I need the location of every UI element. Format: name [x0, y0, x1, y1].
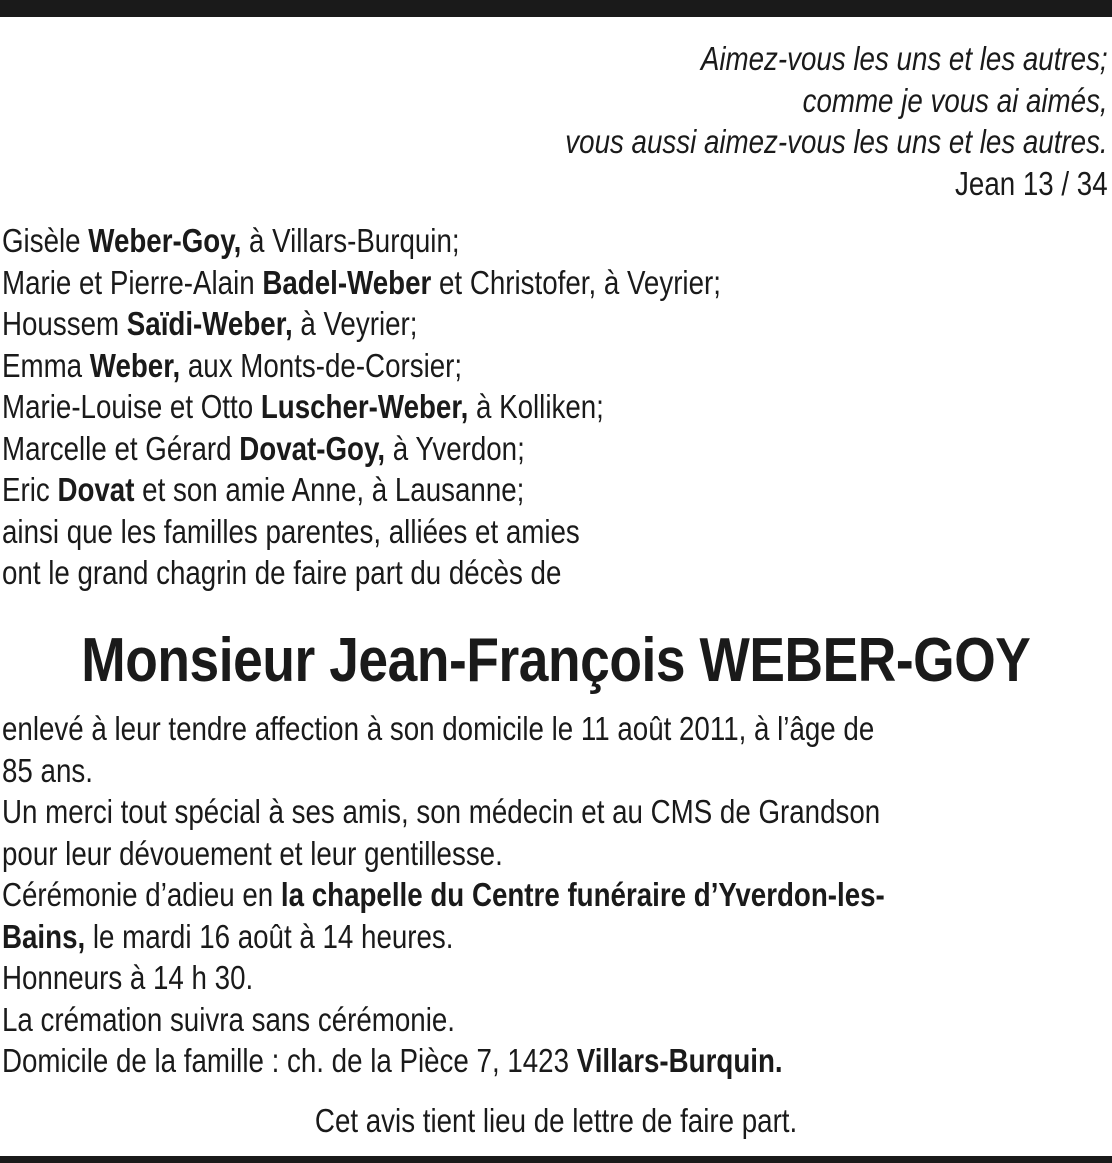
family-name: Luscher-Weber,	[260, 388, 469, 425]
family-line: Eric Dovat et son amie Anne, à Lausanne;	[2, 471, 525, 508]
ceremony-location: la chapelle du Centre funéraire d’Yverdon-les-	[280, 876, 885, 913]
quote-reference: Jean 13 / 34	[955, 164, 1108, 202]
domicile-town: Villars-Burquin.	[576, 1042, 783, 1079]
family-name: Weber-Goy,	[88, 222, 242, 259]
domicile-line: Domicile de la famille : ch. de la Pièce 7, 1423 Villars-Burquin.	[2, 1042, 783, 1079]
body-line: pour leur dévouement et leur gentillesse.	[2, 834, 503, 872]
announcement-line: ainsi que les familles parentes, alliées et amies	[2, 512, 580, 550]
family-line: Houssem Saïdi-Weber, à Veyrier;	[2, 305, 418, 342]
quote-line: comme je vous ai aimés,	[802, 81, 1108, 119]
ceremony-location: Bains,	[2, 917, 86, 955]
family-name: Dovat	[57, 471, 135, 508]
family-name: Saïdi-Weber,	[126, 305, 293, 342]
ceremony-line: Cérémonie d’adieu en la chapelle du Centre funéraire d’Yverdon-les-	[2, 876, 885, 913]
family-line: Emma Weber, aux Monts-de-Corsier;	[2, 346, 463, 384]
cremation-line: La crémation suivra sans cérémonie.	[2, 1000, 455, 1038]
family-line: Marie et Pierre-Alain Badel-Weber et Christofer, à Veyrier;	[2, 263, 721, 301]
bottom-rule	[0, 1156, 1112, 1163]
ceremony-line: Bains, le mardi 16 août à 14 heures.	[2, 917, 454, 955]
quote-line: Aimez-vous les uns et les autres;	[701, 40, 1108, 77]
quote-line: vous aussi aimez-vous les uns et les autres.	[565, 123, 1108, 160]
family-name: Badel-Weber	[262, 263, 432, 301]
family-name: Weber,	[89, 346, 181, 384]
notice-body	[2, 708, 1053, 1082]
family-line: Marie-Louise et Otto Luscher-Weber, à Kolliken;	[2, 388, 604, 425]
honors-line: Honneurs à 14 h 30.	[2, 959, 254, 996]
family-list	[2, 220, 858, 594]
body-line: Un merci tout spécial à ses amis, son médecin et au CMS de Grandson	[2, 793, 881, 830]
family-line: Gisèle Weber-Goy, à Villars-Burquin;	[2, 222, 460, 259]
family-line: Marcelle et Gérard Dovat-Goy, à Yverdon;	[2, 429, 525, 467]
bible-quote	[462, 38, 1108, 204]
family-name: Dovat-Goy,	[239, 429, 386, 467]
deceased-name: Monsieur Jean-François WEBER-GOY	[81, 626, 1031, 695]
body-line: 85 ans.	[2, 751, 93, 789]
footer-text: Cet avis tient lieu de lettre de faire part.	[314, 1102, 798, 1139]
footer-note	[0, 1100, 1112, 1142]
top-rule	[0, 0, 1112, 17]
announcement-line: ont le grand chagrin de faire part du décès de	[2, 554, 562, 591]
body-line: enlevé à leur tendre affection à son domicile le 11 août 2011, à l’âge de	[2, 710, 875, 747]
